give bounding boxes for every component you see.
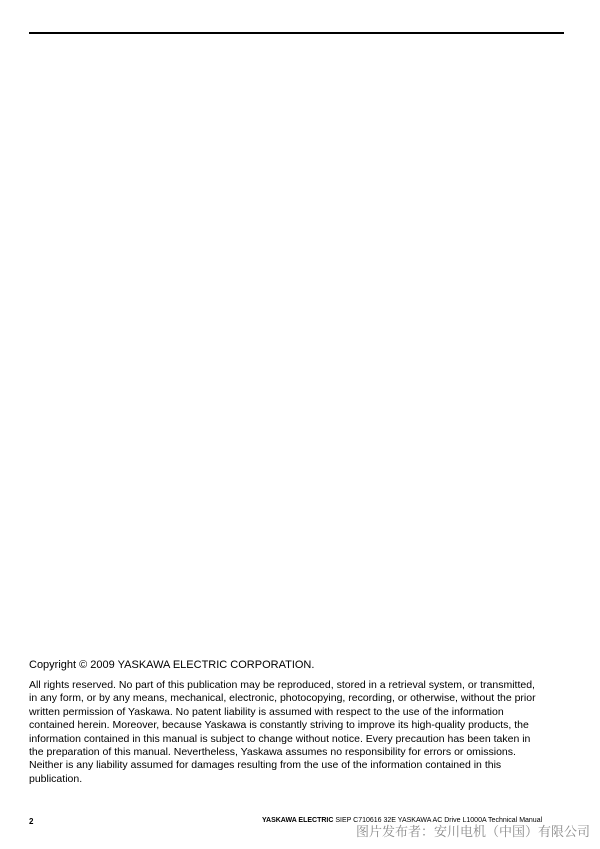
rights-line: publication.: [29, 772, 83, 785]
footer-manual-id: SIEP C710616 32E YASKAWA AC Drive L1000A Technical Manual: [335, 817, 543, 824]
rights-line: written permission of Yaskawa. No patent liability is assumed with respect to the use of the information: [29, 705, 504, 718]
rights-line: the preparation of this manual. Nevertheless, Yaskawa assumes no responsibility for errors or omissions.: [29, 746, 516, 759]
rights-line: information contained in this manual is subject to change without notice. Every precaution has been taken in: [29, 732, 531, 745]
page-number: 2: [29, 817, 34, 826]
rights-line: contained herein. Moreover, because Yaskawa is constantly striving to improve its high-quality products, the: [29, 719, 529, 732]
rights-paragraph: [29, 679, 564, 786]
rights-line: in any form, or by any means, mechanical, electronic, photocopying, recording, or otherwise, without the prior: [29, 692, 536, 705]
top-rule: [29, 32, 564, 34]
publisher-watermark: 图片发布者：安川电机（中国）有限公司: [355, 825, 590, 840]
rights-line: Neither is any liability assumed for damages resulting from the use of the information contained in this: [29, 759, 502, 772]
footer-brand: YASKAWA ELECTRIC: [262, 817, 334, 824]
copyright-notice: Copyright © 2009 YASKAWA ELECTRIC CORPORATION.: [29, 659, 315, 671]
rights-line: All rights reserved. No part of this publication may be reproduced, stored in a retrieval system, or transmitted,: [29, 679, 535, 691]
